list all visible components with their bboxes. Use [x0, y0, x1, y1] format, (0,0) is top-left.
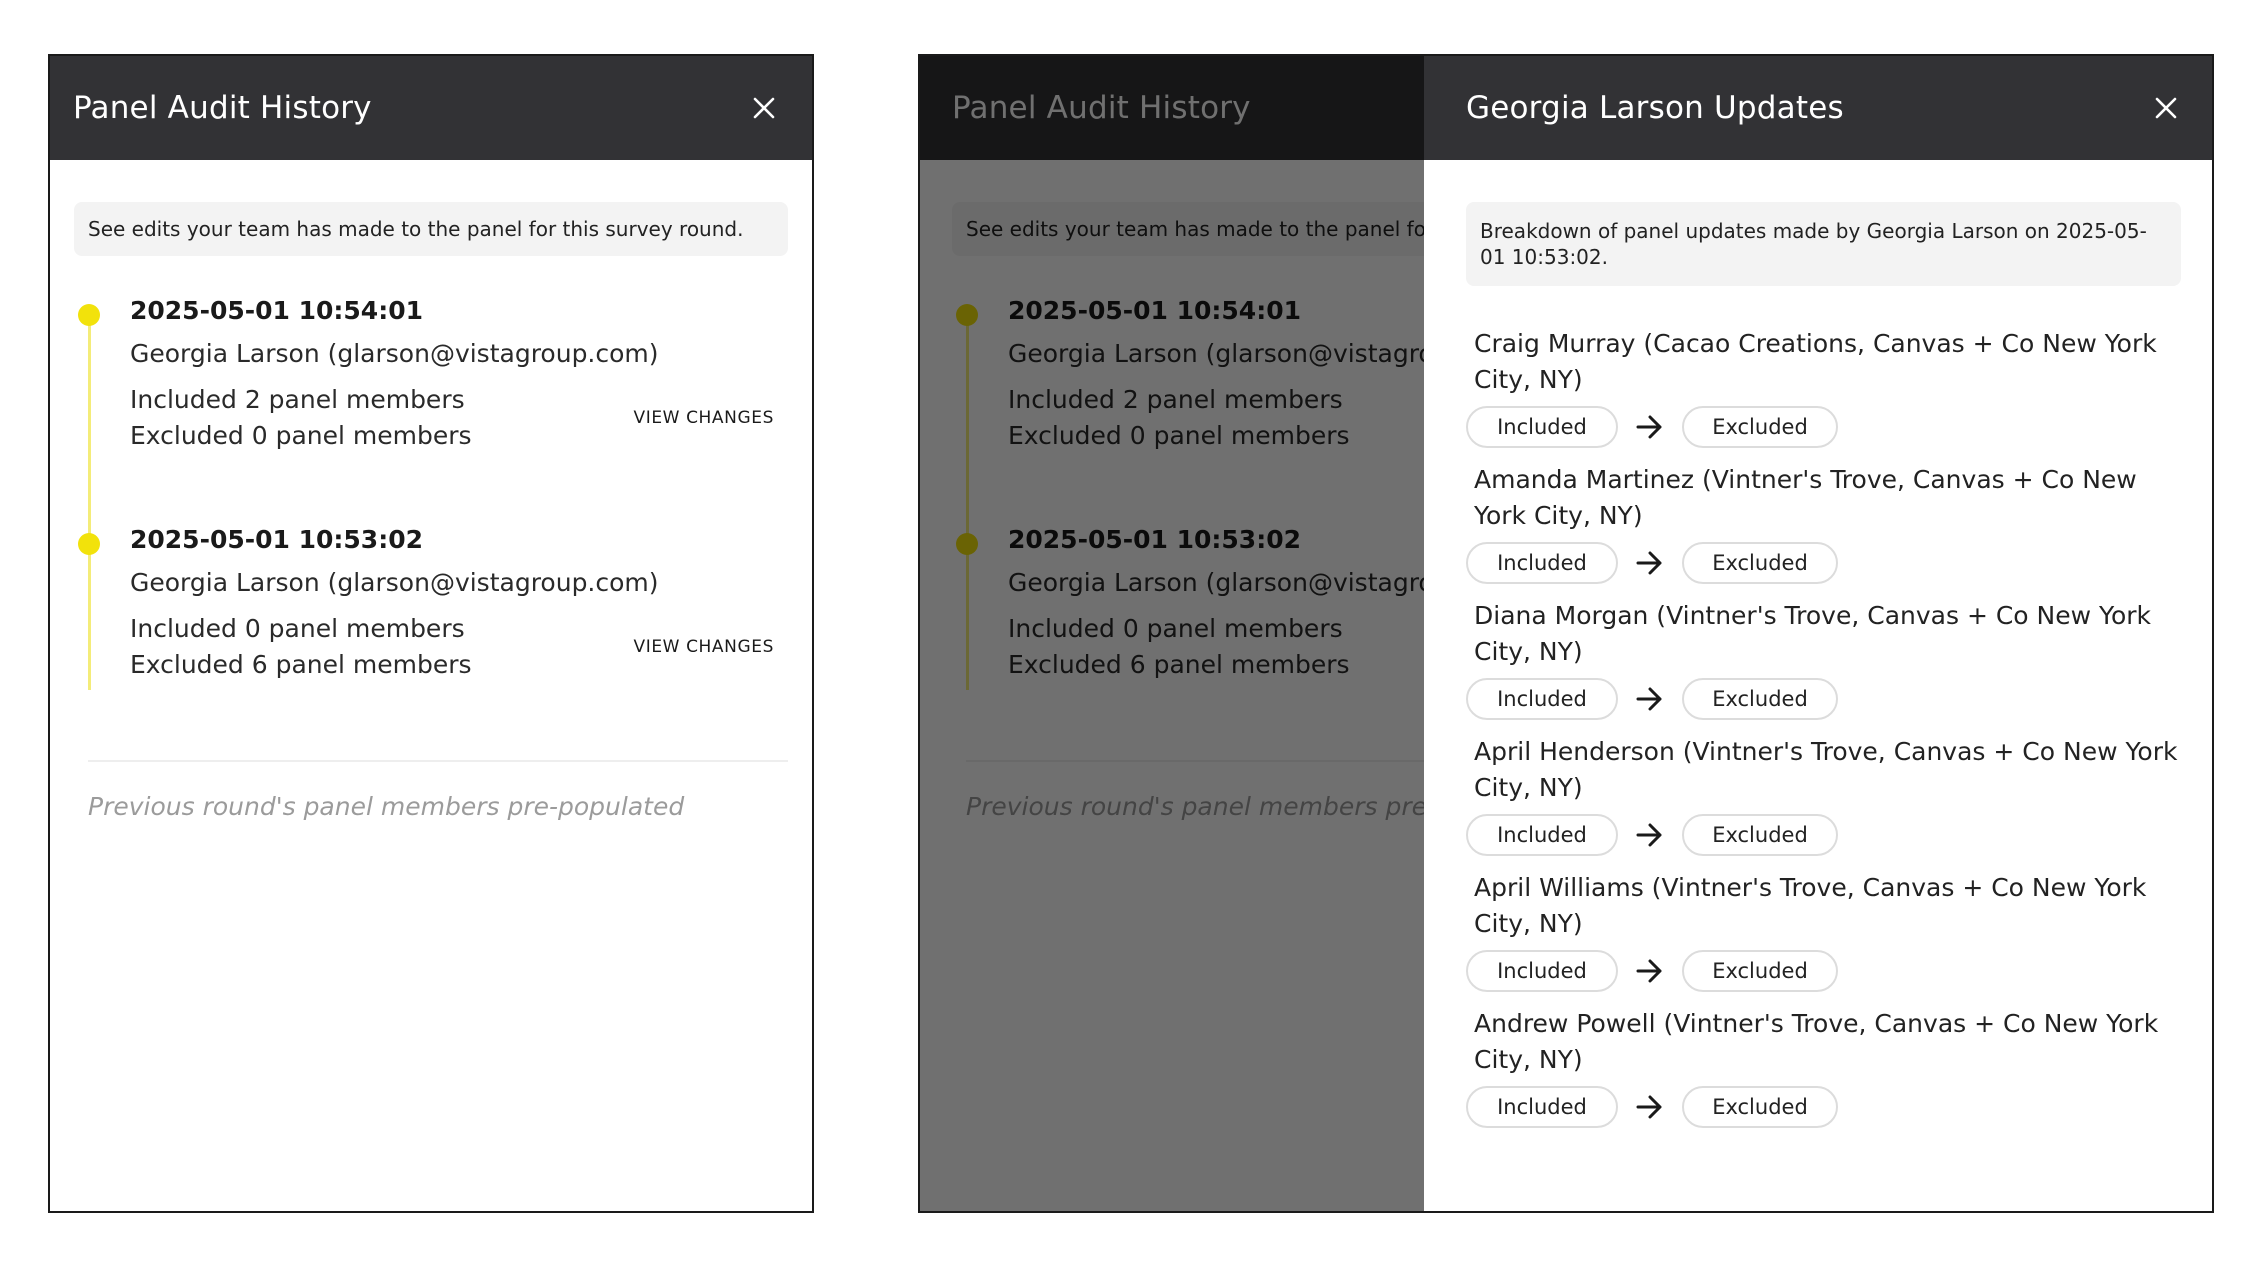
- audit-description: See edits your team has made to the panel for this survey round.: [74, 202, 788, 256]
- previous-status-pill: Included: [1466, 814, 1618, 856]
- entry-excluded-count: Excluded 0 panel members: [130, 421, 472, 450]
- entry-included-count: Included 2 panel members: [130, 385, 465, 414]
- member-name: Craig Murray (Cacao Creations, Canvas + Co New York City, NY): [1474, 329, 2157, 394]
- member-name: Diana Morgan (Vintner's Trove, Canvas + Co New York City, NY): [1474, 601, 2152, 666]
- previous-status-pill: Included: [1466, 542, 1618, 584]
- audit-header: [50, 56, 812, 160]
- audit-entry: [130, 296, 788, 525]
- arrow-right-icon: [1636, 958, 1664, 984]
- timeline-dot-icon: [78, 533, 100, 555]
- entry-excluded-count: Excluded 6 panel members: [130, 650, 472, 679]
- audit-title: Panel Audit History: [73, 90, 372, 126]
- arrow-right-icon: [1636, 550, 1664, 576]
- drawer-header: [1424, 56, 2212, 160]
- previous-status-pill: Included: [1466, 950, 1618, 992]
- new-status-pill: Excluded: [1682, 678, 1838, 720]
- entry-user: Georgia Larson (glarson@vistagroup.com): [130, 568, 659, 597]
- new-status-pill: Excluded: [1682, 1086, 1838, 1128]
- view-changes-button[interactable]: VIEW CHANGES: [633, 408, 774, 428]
- member-update: [1466, 870, 2181, 994]
- divider: [88, 760, 788, 762]
- view-changes-button[interactable]: VIEW CHANGES: [633, 637, 774, 657]
- audit-body: [50, 160, 812, 821]
- new-status-pill: Excluded: [1682, 950, 1838, 992]
- entry-included-count: Included 0 panel members: [130, 614, 465, 643]
- new-status-pill: Excluded: [1682, 542, 1838, 584]
- member-name: April Henderson (Vintner's Trove, Canvas + Co New York City, NY): [1474, 737, 2178, 802]
- close-icon: [752, 96, 776, 120]
- close-button[interactable]: [742, 86, 786, 130]
- timeline-dot-icon: [78, 304, 100, 326]
- drawer-description: Breakdown of panel updates made by Georgia Larson on 2025-05-01 10:53:02.: [1466, 202, 2181, 286]
- member-update: [1466, 326, 2181, 450]
- audit-entry: [130, 525, 788, 754]
- drawer-body: [1424, 160, 2212, 1130]
- arrow-right-icon: [1636, 822, 1664, 848]
- updates-view: [918, 54, 2214, 1213]
- member-name: Amanda Martinez (Vintner's Trove, Canvas + Co New York City, NY): [1474, 465, 2137, 530]
- member-update: [1466, 734, 2181, 858]
- member-update: [1466, 1006, 2181, 1130]
- close-icon: [2154, 96, 2178, 120]
- new-status-pill: Excluded: [1682, 814, 1838, 856]
- close-button[interactable]: [2144, 86, 2188, 130]
- member-update: [1466, 462, 2181, 586]
- entry-timestamp: 2025-05-01 10:54:01: [130, 296, 423, 325]
- member-name: Andrew Powell (Vintner's Trove, Canvas + Co New York City, NY): [1474, 1009, 2159, 1074]
- new-status-pill: Excluded: [1682, 406, 1838, 448]
- arrow-right-icon: [1636, 1094, 1664, 1120]
- entry-user: Georgia Larson (glarson@vistagroup.com): [130, 339, 659, 368]
- drawer-title: Georgia Larson Updates: [1466, 90, 1844, 126]
- previous-status-pill: Included: [1466, 406, 1618, 448]
- previous-status-pill: Included: [1466, 678, 1618, 720]
- arrow-right-icon: [1636, 414, 1664, 440]
- arrow-right-icon: [1636, 686, 1664, 712]
- member-name: April Williams (Vintner's Trove, Canvas + Co New York City, NY): [1474, 873, 2147, 938]
- entry-timestamp: 2025-05-01 10:53:02: [130, 525, 423, 554]
- previous-status-pill: Included: [1466, 1086, 1618, 1128]
- audit-timeline: [74, 296, 788, 754]
- prepopulated-note: Previous round's panel members pre-populated: [88, 792, 685, 821]
- panel-audit-history-dialog: [48, 54, 814, 1213]
- audit-pane: [50, 56, 812, 1211]
- member-update: [1466, 598, 2181, 722]
- timeline-line: [88, 314, 91, 690]
- updates-drawer: [1424, 56, 2212, 1211]
